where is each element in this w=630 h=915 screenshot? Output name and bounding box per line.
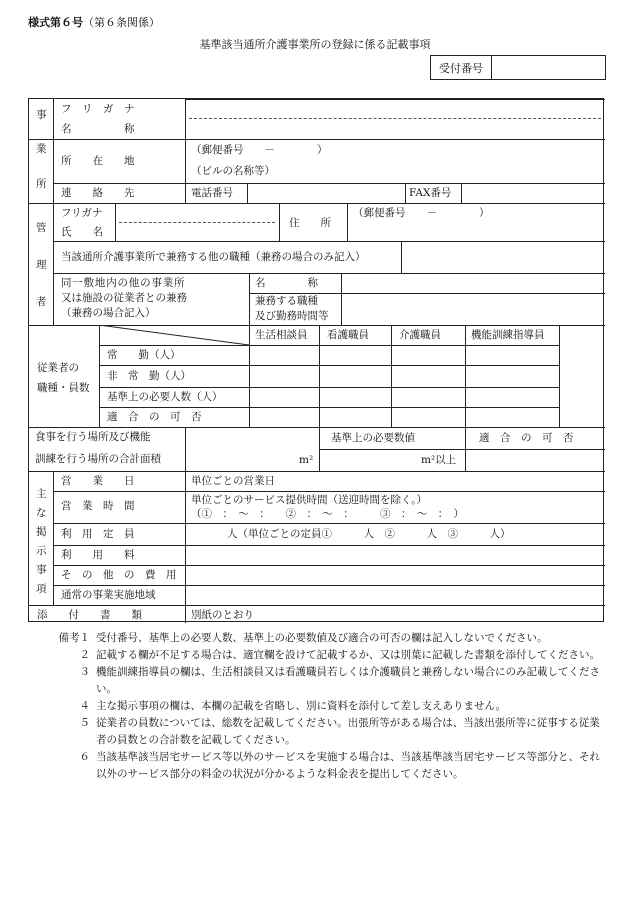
page-title: 基準該当通所介護事業所の登録に係る記載事項 [199,38,431,51]
business-group-char-1: 事 [36,109,47,121]
form-number [28,14,160,30]
note-text: 機能訓練指導員の欄は、生活相談員又は看護職員若しくは介護職員と兼務しない場合にのみ記載してください。 [96,666,600,695]
note-item [28,647,608,664]
area-required-label: 基準上の必要数値 [331,432,415,444]
staff-header-diagonal [99,325,249,345]
staff-row-parttime: 非 常 勤（人） [107,370,191,382]
manager-group-char-2: 理 [36,259,47,271]
manager-other-duty-label: 当該通所介護事業所で兼務する他の職種（兼務の場合のみ記入） [61,251,366,263]
note-lead: ２ [79,649,90,661]
note-lead: ４ [79,700,90,712]
note-lead: ６ [79,751,90,763]
staff-col-nurse: 看護職員 [327,329,369,341]
registration-form-table [28,98,604,622]
other-cost-label: そ の 他 の 費 用 [61,569,177,581]
business-hours-label: 営 業 時 間 [61,500,135,512]
business-location-label: 所 在 地 [61,155,135,167]
posted-group-char-1: 主 [36,488,47,500]
business-hours-slots: （① ： ～ ： ② ： ～ ： ③ ： ～ ： ） [191,508,464,520]
note-lead: ３ [79,666,90,678]
notes-section [28,630,608,783]
business-group-char-3: 所 [36,178,47,190]
business-name-label: 名 称 [61,123,135,135]
manager-name-label: 氏 名 [61,226,103,238]
business-building-line: （ビルの名称等） [191,165,275,177]
staff-row-suitability: 適 合 の 可 否 [107,411,202,423]
staff-col-counselor: 生活相談員 [255,329,308,341]
posted-group-char-5: 事 [36,564,47,576]
manager-group-char-1: 管 [36,222,47,234]
note-item [28,715,608,749]
reception-number-box [430,55,606,80]
note-text: 当該基準該当居宅サービス等以外のサービスを実施する場合は、当該基準該当居宅サービス等部分と、それ以外のサービス部分の料金の状況が分かるような料金表を提出してください。 [96,751,600,780]
business-days-label: 営 業 日 [61,475,135,487]
note-text: 従業者の員数については、総数を記載してください。出張所等がある場合は、当該出張所等に従事する従業者の員数との合計数を記載してください。 [96,717,600,746]
staff-row-required: 基準上の必要人数（人） [107,391,223,403]
manager-group-char-3: 者 [36,296,47,308]
staff-col-trainer: 機能訓練指導員 [471,329,545,341]
business-group-char-2: 業 [36,143,47,155]
manager-furigana-label: フリガナ [61,207,103,219]
area-unit-min: m²以上 [421,454,457,466]
form-relation: （第６条関係） [83,16,160,29]
attachment-label: 添 付 書 類 [37,609,142,621]
reception-number-field[interactable] [492,56,605,79]
concurrent-label-line-1: 同一敷地内の他の事業所 [61,277,186,289]
staff-row-fulltime: 常 勤（人） [107,349,181,361]
form-number-main: 様式第６号 [28,16,83,29]
staff-group-label-line-1: 従業者の [37,362,79,374]
business-fax-label: FAX番号 [409,187,452,199]
staff-col-caregiver: 介護職員 [399,329,441,341]
note-text: 主な掲示事項の欄は、本欄の記載を省略し、別に資料を添付して差し支えありません。 [96,700,507,712]
business-phone-label: 電話番号 [191,187,233,199]
note-item [28,664,608,698]
note-item [28,630,608,647]
note-lead: 備考１ [58,632,90,644]
service-area-label: 通常の事業実施地域 [61,589,156,601]
attachment-value: 別紙のとおり [191,609,254,621]
note-item [28,698,608,715]
concurrent-label-line-3: （兼務の場合記入） [61,307,156,319]
business-contact-label: 連 絡 先 [61,187,135,199]
business-furigana-label: フ リ ガ ナ [61,103,135,115]
concurrent-duty-label-line-1: 兼務する職種 [255,295,318,307]
posted-group-char-6: 項 [36,583,47,595]
concurrent-duty-label-line-2: 及び勤務時間等 [255,310,329,322]
concurrent-label-line-2: 又は施設の従業者との兼務 [61,292,187,304]
staff-group-label-line-2: 職種・員数 [37,382,90,394]
note-item [28,749,608,783]
area-suitability-label: 適 合 の 可 否 [479,432,574,444]
business-days-value: 単位ごとの営業日 [191,475,275,487]
business-postal-line: （郵便番号 － ） [191,144,328,156]
note-text: 受付番号、基準上の必要人数、基準上の必要数値及び適合の可否の欄は記入しないでください。 [96,632,548,644]
concurrent-facility-name-label: 名 称 [255,277,318,289]
capacity-value: 人（単位ごとの定員① 人 ② 人 ③ 人） [227,528,511,540]
note-text: 記載する欄が不足する場合は、適宜欄を設けて記載するか、又は別葉に記載した書類を添付してください。 [96,649,600,661]
posted-group-char-2: な [36,507,47,519]
capacity-label: 利 用 定 員 [61,528,135,540]
manager-postal-line: （郵便番号 － ） [353,207,490,219]
posted-group-char-3: 掲 [36,526,47,538]
reception-number-label: 受付番号 [431,56,492,79]
fee-label: 利 用 料 [61,549,135,561]
area-unit: m² [299,454,314,466]
business-hours-value: 単位ごとのサービス提供時間（送迎時間を除く。） [191,494,428,506]
area-label-line-2: 訓練を行う場所の合計面積 [35,453,161,465]
posted-group-char-4: 示 [36,545,47,557]
note-lead: ５ [79,717,90,729]
manager-address-label: 住 所 [289,217,331,229]
area-label-line-1: 食事を行う場所及び機能 [35,431,151,443]
